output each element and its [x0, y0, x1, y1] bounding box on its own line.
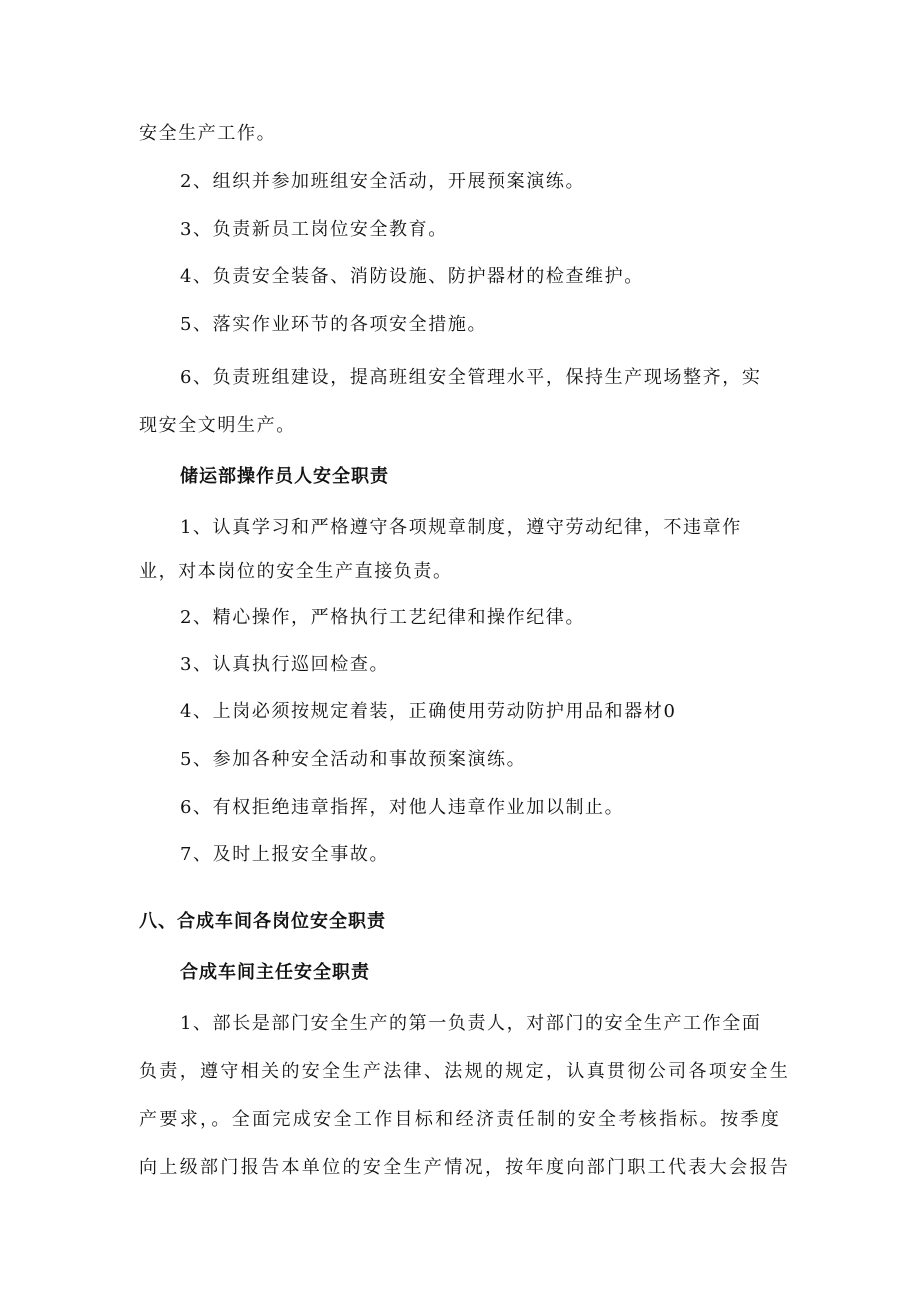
list-item: 3、认真执行巡回检查。 [180, 654, 390, 675]
paragraph-line: 产要求，。全面完成安全工作目标和经济责任制的安全考核指标。按季度 [139, 1109, 782, 1130]
list-item: 4、上岗必须按规定着装，正确使用劳动防护用品和器材0 [180, 701, 677, 722]
list-item: 3、负责新员工岗位安全教育。 [180, 219, 448, 240]
list-item: 6、负责班组建设，提高班组安全管理水平，保持生产现场整齐，实 [180, 367, 762, 388]
paragraph-line: 业，对本岗位的安全生产直接负责。 [139, 561, 453, 582]
list-item: 7、及时上报安全事故。 [180, 844, 390, 865]
section-subheading: 合成车间主任安全职责 [180, 962, 370, 983]
list-item: 4、负责安全装备、消防设施、防护器材的检查维护。 [180, 266, 644, 287]
list-item: 1、认真学习和严格遵守各项规章制度，遵守劳动纪律，不违章作 [180, 517, 742, 538]
list-item: 2、精心操作，严格执行工艺纪律和操作纪律。 [180, 607, 586, 628]
list-item: 5、落实作业环节的各项安全措施。 [180, 314, 488, 335]
list-item: 5、参加各种安全活动和事故预案演练。 [180, 749, 527, 770]
section-subheading: 储运部操作员人安全职责 [180, 466, 389, 487]
paragraph-line: 向上级部门报告本单位的安全生产情况，按年度向部门职工代表大会报告 [139, 1157, 791, 1178]
paragraph-line: 负责，遵守相关的安全生产法律、法规的规定，认真贯彻公司各项安全生 [139, 1061, 791, 1082]
section-heading: 八、合成车间各岗位安全职责 [139, 911, 386, 932]
list-item: 2、组织并参加班组安全活动，开展预案演练。 [180, 171, 586, 192]
list-item: 1、部长是部门安全生产的第一负责人，对部门的安全生产工作全面 [180, 1013, 762, 1034]
list-item: 6、有权拒绝违章指挥，对他人违章作业加以制止。 [180, 797, 625, 818]
paragraph-line: 现安全文明生产。 [139, 415, 296, 436]
paragraph-line: 安全生产工作。 [139, 123, 277, 144]
